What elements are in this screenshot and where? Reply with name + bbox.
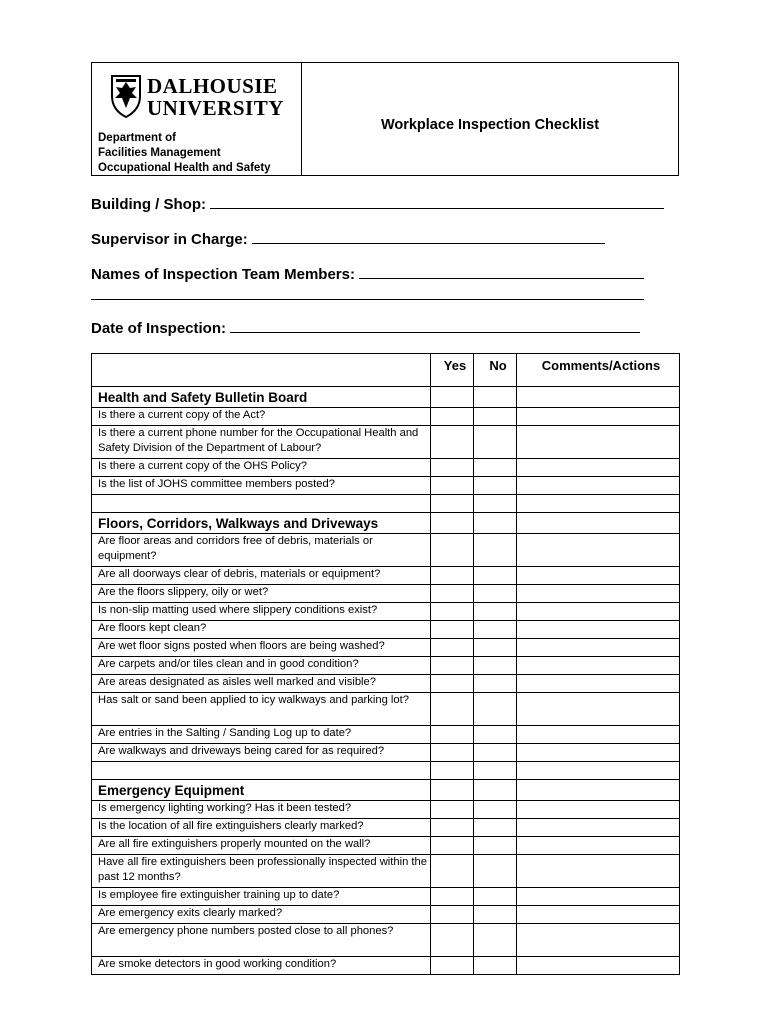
no-checkbox-cell[interactable]	[474, 567, 517, 585]
yes-checkbox-cell[interactable]	[431, 762, 474, 780]
comments-cell[interactable]	[517, 957, 680, 975]
header-left-cell	[92, 63, 302, 175]
no-checkbox-cell[interactable]	[474, 762, 517, 780]
checklist-body	[92, 387, 680, 975]
yes-checkbox-cell[interactable]	[431, 639, 474, 657]
yes-checkbox-cell[interactable]	[431, 693, 474, 726]
checklist-question: Are all doorways clear of debris, materials or equipment?	[92, 567, 431, 585]
no-checkbox-cell[interactable]	[474, 957, 517, 975]
department-block	[98, 131, 271, 176]
no-checkbox-cell[interactable]	[474, 585, 517, 603]
comments-cell[interactable]	[517, 639, 680, 657]
yes-checkbox-cell[interactable]	[431, 744, 474, 762]
comments-cell[interactable]	[517, 819, 680, 837]
building-label: Building / Shop:	[91, 196, 206, 213]
no-checkbox-cell[interactable]	[474, 534, 517, 567]
checklist-question: Is employee fire extinguisher training up to date?	[92, 888, 431, 906]
spacer-row	[92, 762, 680, 780]
checklist-question: Are floors kept clean?	[92, 621, 431, 639]
logo-text-university: UNIVERSITY	[147, 96, 284, 120]
team-input-line-2[interactable]	[91, 299, 644, 300]
checklist-item-row	[92, 459, 680, 477]
no-checkbox-cell[interactable]	[474, 726, 517, 744]
checklist-item-row	[92, 621, 680, 639]
no-checkbox-cell[interactable]	[474, 639, 517, 657]
checklist-question: Is non-slip matting used where slippery conditions exist?	[92, 603, 431, 621]
comments-cell[interactable]	[517, 621, 680, 639]
yes-checkbox-cell[interactable]	[431, 675, 474, 693]
checklist-question: Are carpets and/or tiles clean and in good condition?	[92, 657, 431, 675]
crest-icon	[110, 74, 142, 118]
checklist-item-row	[92, 639, 680, 657]
checklist-question: Are smoke detectors in good working condition?	[92, 957, 431, 975]
comments-cell[interactable]	[517, 495, 680, 513]
comments-cell[interactable]	[517, 744, 680, 762]
checklist-item-row	[92, 657, 680, 675]
header-no: No	[474, 354, 517, 387]
comments-cell[interactable]	[517, 693, 680, 726]
dept-line: Facilities Management	[98, 147, 221, 159]
section-header-row	[92, 513, 680, 534]
comments-cell[interactable]	[517, 387, 680, 408]
building-field	[91, 196, 664, 213]
checklist-item-row	[92, 957, 680, 975]
no-checkbox-cell[interactable]	[474, 477, 517, 495]
yes-checkbox-cell[interactable]	[431, 513, 474, 534]
checklist-question: Is there a current copy of the OHS Policy?	[92, 459, 431, 477]
supervisor-field	[91, 231, 605, 248]
dept-line: Department of	[98, 132, 176, 144]
checklist-item-row	[92, 675, 680, 693]
team-label: Names of Inspection Team Members:	[91, 266, 355, 283]
checklist-item-row	[92, 924, 680, 957]
comments-cell[interactable]	[517, 906, 680, 924]
no-checkbox-cell[interactable]	[474, 855, 517, 888]
checklist-item-row	[92, 693, 680, 726]
checklist-item-row	[92, 477, 680, 495]
checklist-item-row	[92, 726, 680, 744]
checklist-question: Is the location of all fire extinguishers clearly marked?	[92, 819, 431, 837]
checklist-item-row	[92, 744, 680, 762]
checklist-item-row	[92, 603, 680, 621]
header-yes: Yes	[431, 354, 474, 387]
no-checkbox-cell[interactable]	[474, 603, 517, 621]
checklist-item-row	[92, 837, 680, 855]
yes-checkbox-cell[interactable]	[431, 621, 474, 639]
yes-checkbox-cell[interactable]	[431, 819, 474, 837]
checklist-question: Are areas designated as aisles well marked and visible?	[92, 675, 431, 693]
yes-checkbox-cell[interactable]	[431, 603, 474, 621]
logo-text-dalhousie: DALHOUSIE	[147, 74, 278, 98]
checklist-item-row	[92, 906, 680, 924]
comments-cell[interactable]	[517, 801, 680, 819]
comments-cell[interactable]	[517, 726, 680, 744]
checklist-question: Are all fire extinguishers properly mounted on the wall?	[92, 837, 431, 855]
checklist-item-row	[92, 819, 680, 837]
header-comments: Comments/Actions	[517, 354, 680, 387]
yes-checkbox-cell[interactable]	[431, 888, 474, 906]
no-checkbox-cell[interactable]	[474, 924, 517, 957]
comments-cell[interactable]	[517, 459, 680, 477]
yes-checkbox-cell[interactable]	[431, 567, 474, 585]
yes-checkbox-cell[interactable]	[431, 657, 474, 675]
checklist-question: Is the list of JOHS committee members posted?	[92, 477, 431, 495]
checklist-item-row	[92, 585, 680, 603]
yes-checkbox-cell[interactable]	[431, 855, 474, 888]
checklist-question: Has salt or sand been applied to icy walkways and parking lot?	[92, 693, 431, 726]
checklist-item-row	[92, 534, 680, 567]
checklist-question: Is there a current phone number for the Occupational Health and Safety Division of the Department of Labour?	[92, 426, 431, 459]
no-checkbox-cell[interactable]	[474, 744, 517, 762]
section-header-row	[92, 387, 680, 408]
comments-cell[interactable]	[517, 408, 680, 426]
header-item-col	[92, 354, 431, 387]
no-checkbox-cell[interactable]	[474, 387, 517, 408]
table-header-row	[92, 354, 680, 387]
checklist-question: Are emergency exits clearly marked?	[92, 906, 431, 924]
spacer-row	[92, 495, 680, 513]
checklist-question: Have all fire extinguishers been professionally inspected within the past 12 months?	[92, 855, 431, 888]
checklist-item-row	[92, 888, 680, 906]
no-checkbox-cell[interactable]	[474, 906, 517, 924]
comments-cell[interactable]	[517, 426, 680, 459]
comments-cell[interactable]	[517, 888, 680, 906]
yes-checkbox-cell[interactable]	[431, 459, 474, 477]
supervisor-label: Supervisor in Charge:	[91, 231, 248, 248]
no-checkbox-cell[interactable]	[474, 780, 517, 801]
comments-cell[interactable]	[517, 837, 680, 855]
supervisor-input-line[interactable]	[252, 231, 605, 244]
yes-checkbox-cell[interactable]	[431, 924, 474, 957]
no-checkbox-cell[interactable]	[474, 657, 517, 675]
dept-line: Occupational Health and Safety	[98, 162, 271, 174]
checklist-question: Are wet floor signs posted when floors are being washed?	[92, 639, 431, 657]
comments-cell[interactable]	[517, 855, 680, 888]
no-checkbox-cell[interactable]	[474, 675, 517, 693]
comments-cell[interactable]	[517, 657, 680, 675]
section-header-row	[92, 780, 680, 801]
checklist-item-row	[92, 408, 680, 426]
checklist-question: Is there a current copy of the Act?	[92, 408, 431, 426]
yes-checkbox-cell[interactable]	[431, 957, 474, 975]
inspection-checklist-table	[91, 353, 680, 975]
no-checkbox-cell[interactable]	[474, 888, 517, 906]
comments-cell[interactable]	[517, 513, 680, 534]
spacer-cell	[92, 495, 431, 513]
section-title: Floors, Corridors, Walkways and Driveways	[92, 513, 431, 534]
comments-cell[interactable]	[517, 780, 680, 801]
yes-checkbox-cell[interactable]	[431, 477, 474, 495]
checklist-item-row	[92, 801, 680, 819]
document-header	[91, 62, 679, 176]
university-logo	[110, 74, 284, 122]
spacer-cell	[92, 762, 431, 780]
yes-checkbox-cell[interactable]	[431, 837, 474, 855]
yes-checkbox-cell[interactable]	[431, 801, 474, 819]
comments-cell[interactable]	[517, 675, 680, 693]
checklist-question: Are entries in the Salting / Sanding Log up to date?	[92, 726, 431, 744]
no-checkbox-cell[interactable]	[474, 459, 517, 477]
yes-checkbox-cell[interactable]	[431, 408, 474, 426]
checklist-item-row	[92, 567, 680, 585]
checklist-question: Are walkways and driveways being cared for as required?	[92, 744, 431, 762]
date-field	[91, 320, 640, 337]
no-checkbox-cell[interactable]	[474, 693, 517, 726]
section-title: Emergency Equipment	[92, 780, 431, 801]
no-checkbox-cell[interactable]	[474, 819, 517, 837]
yes-checkbox-cell[interactable]	[431, 495, 474, 513]
team-field	[91, 266, 644, 283]
date-label: Date of Inspection:	[91, 320, 227, 337]
yes-checkbox-cell[interactable]	[431, 387, 474, 408]
no-checkbox-cell[interactable]	[474, 426, 517, 459]
no-checkbox-cell[interactable]	[474, 495, 517, 513]
no-checkbox-cell[interactable]	[474, 621, 517, 639]
date-input-line[interactable]	[230, 320, 640, 333]
comments-cell[interactable]	[517, 477, 680, 495]
checklist-question: Is emergency lighting working? Has it been tested?	[92, 801, 431, 819]
checklist-item-row	[92, 426, 680, 459]
yes-checkbox-cell[interactable]	[431, 906, 474, 924]
no-checkbox-cell[interactable]	[474, 837, 517, 855]
yes-checkbox-cell[interactable]	[431, 585, 474, 603]
no-checkbox-cell[interactable]	[474, 408, 517, 426]
checklist-question: Are the floors slippery, oily or wet?	[92, 585, 431, 603]
comments-cell[interactable]	[517, 567, 680, 585]
no-checkbox-cell[interactable]	[474, 513, 517, 534]
checklist-item-row	[92, 855, 680, 888]
comments-cell[interactable]	[517, 924, 680, 957]
comments-cell[interactable]	[517, 585, 680, 603]
section-title: Health and Safety Bulletin Board	[92, 387, 431, 408]
no-checkbox-cell[interactable]	[474, 801, 517, 819]
checklist-question: Are floor areas and corridors free of debris, materials or equipment?	[92, 534, 431, 567]
comments-cell[interactable]	[517, 762, 680, 780]
building-input-line[interactable]	[210, 196, 664, 209]
yes-checkbox-cell[interactable]	[431, 426, 474, 459]
checklist-question: Are emergency phone numbers posted close to all phones?	[92, 924, 431, 957]
comments-cell[interactable]	[517, 534, 680, 567]
team-input-line[interactable]	[359, 266, 644, 279]
yes-checkbox-cell[interactable]	[431, 534, 474, 567]
yes-checkbox-cell[interactable]	[431, 780, 474, 801]
yes-checkbox-cell[interactable]	[431, 726, 474, 744]
comments-cell[interactable]	[517, 603, 680, 621]
document-title: Workplace Inspection Checklist	[380, 117, 600, 133]
